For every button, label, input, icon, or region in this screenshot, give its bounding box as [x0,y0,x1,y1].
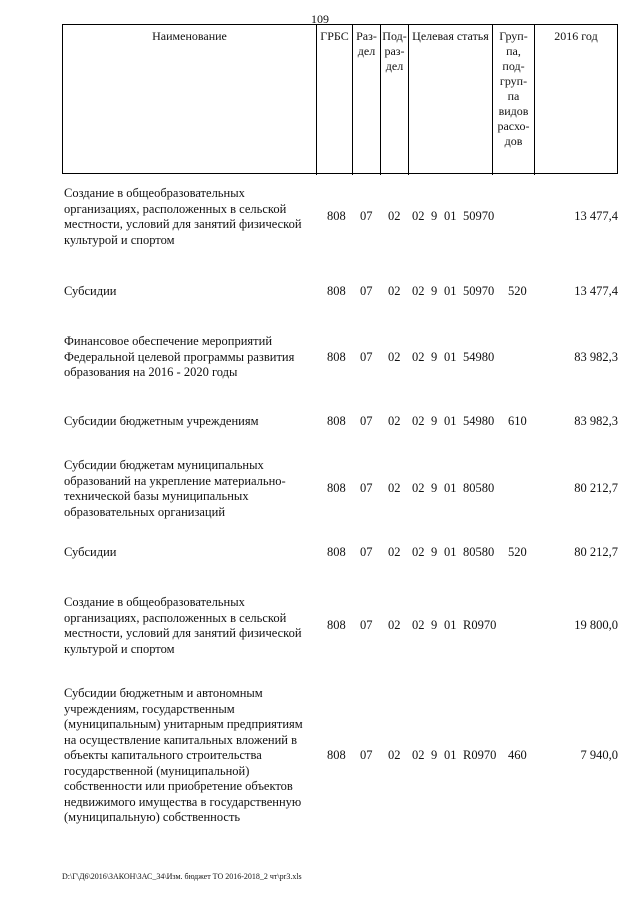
row-target-part1: 02 [412,618,425,632]
row-name: Финансовое обеспечение мероприятий Федеральной целевой программы развития образования на 2016 - 2020 годы [64,334,295,379]
row-razdel: 07 [360,284,373,298]
row-target-part2: 9 [431,414,438,428]
row-amount: 83 982,3 [574,350,618,364]
row-razdel: 07 [360,414,373,428]
row-target-part4: 54980 [463,350,495,364]
row-target-part3: 01 [444,481,457,495]
row-name: Субсидии [64,545,117,559]
row-podrazdel: 02 [388,545,401,559]
row-target-part3: 01 [444,545,457,559]
row-target-part1: 02 [412,209,425,223]
row-grbs: 808 [327,209,346,223]
row-target-part3: 01 [444,350,457,364]
row-target-part2: 9 [431,748,438,762]
file-path-footer: D:\Г\Д6\2016\ЗАКОН\ЗАС_34\Изм. бюджет ТО 2016-2018_2 чт\pr3.xls [62,872,302,881]
header-target-article: Целевая статья [409,25,493,175]
row-amount: 13 477,4 [574,284,618,298]
row-amount: 7 940,0 [580,748,618,762]
row-expense-group: 520 [508,284,527,298]
header-year-2016: 2016 год [554,29,598,43]
row-grbs: 808 [327,618,346,632]
row-amount: 19 800,0 [574,618,618,632]
row-podrazdel: 02 [388,481,401,495]
row-razdel: 07 [360,350,373,364]
row-expense-group: 610 [508,414,527,428]
row-grbs: 808 [327,350,346,364]
row-name: Создание в общеобразовательных организациях, расположенных в сельской местности, условий для занятий физической культурой и спортом [64,595,302,656]
row-grbs: 808 [327,414,346,428]
header-razdel: Раз- дел [353,25,381,175]
row-target-part4: 54980 [463,414,495,428]
row-name: Субсидии бюджетным учреждениям [64,414,259,428]
row-amount: 80 212,7 [574,545,618,559]
row-target-part2: 9 [431,545,438,559]
row-target-part1: 02 [412,414,425,428]
row-target-part3: 01 [444,284,457,298]
row-target-part1: 02 [412,284,425,298]
row-target-part2: 9 [431,618,438,632]
row-target-part3: 01 [444,618,457,632]
row-target-part4: 80580 [463,481,495,495]
row-target-part2: 9 [431,209,438,223]
row-razdel: 07 [360,748,373,762]
row-podrazdel: 02 [388,284,401,298]
row-target-part1: 02 [412,481,425,495]
row-target-part4: R0970 [463,748,497,762]
row-target-part2: 9 [431,481,438,495]
row-target-part3: 01 [444,748,457,762]
row-target-part4: 50970 [463,284,495,298]
page-number: 109 [311,12,329,26]
row-target-part1: 02 [412,545,425,559]
row-podrazdel: 02 [388,748,401,762]
row-amount: 80 212,7 [574,481,618,495]
row-grbs: 808 [327,545,346,559]
row-razdel: 07 [360,481,373,495]
row-amount: 83 982,3 [574,414,618,428]
row-target-part3: 01 [444,209,457,223]
row-expense-group: 520 [508,545,527,559]
row-podrazdel: 02 [388,209,401,223]
header-expense-group: Груп- па, под- груп- па видов расхо- дов [493,25,535,175]
row-razdel: 07 [360,545,373,559]
row-podrazdel: 02 [388,414,401,428]
table-header [62,24,618,174]
header-grbs: ГРБС [317,25,353,175]
row-name: Создание в общеобразовательных организациях, расположенных в сельской местности, условий для занятий физической культурой и спортом [64,186,302,247]
row-target-part4: 80580 [463,545,495,559]
row-name: Субсидии бюджетам муниципальных образований на укрепление материально- технической базы муниципальных образовательных организаций [64,458,286,519]
row-target-part4: 50970 [463,209,495,223]
header-name: Наименование [63,25,317,175]
row-amount: 13 477,4 [574,209,618,223]
row-expense-group: 460 [508,748,527,762]
row-target-part2: 9 [431,284,438,298]
row-grbs: 808 [327,748,346,762]
row-target-part4: R0970 [463,618,497,632]
row-razdel: 07 [360,209,373,223]
header-podrazdel: Под- раз- дел [381,25,409,175]
row-grbs: 808 [327,284,346,298]
row-name: Субсидии бюджетным и автономным учреждениям, государственным (муниципальным) унитарным предприятиям на осуществление капитальных вложений в объекты капитального строительства государственной (муниципальной) собственности или приобретение объектов недвижимого имущества в государственную (муниципальную) собственность [64,686,303,824]
row-target-part1: 02 [412,748,425,762]
row-name: Субсидии [64,284,117,298]
row-podrazdel: 02 [388,618,401,632]
row-target-part3: 01 [444,414,457,428]
row-target-part1: 02 [412,350,425,364]
row-podrazdel: 02 [388,350,401,364]
row-target-part2: 9 [431,350,438,364]
row-razdel: 07 [360,618,373,632]
row-grbs: 808 [327,481,346,495]
